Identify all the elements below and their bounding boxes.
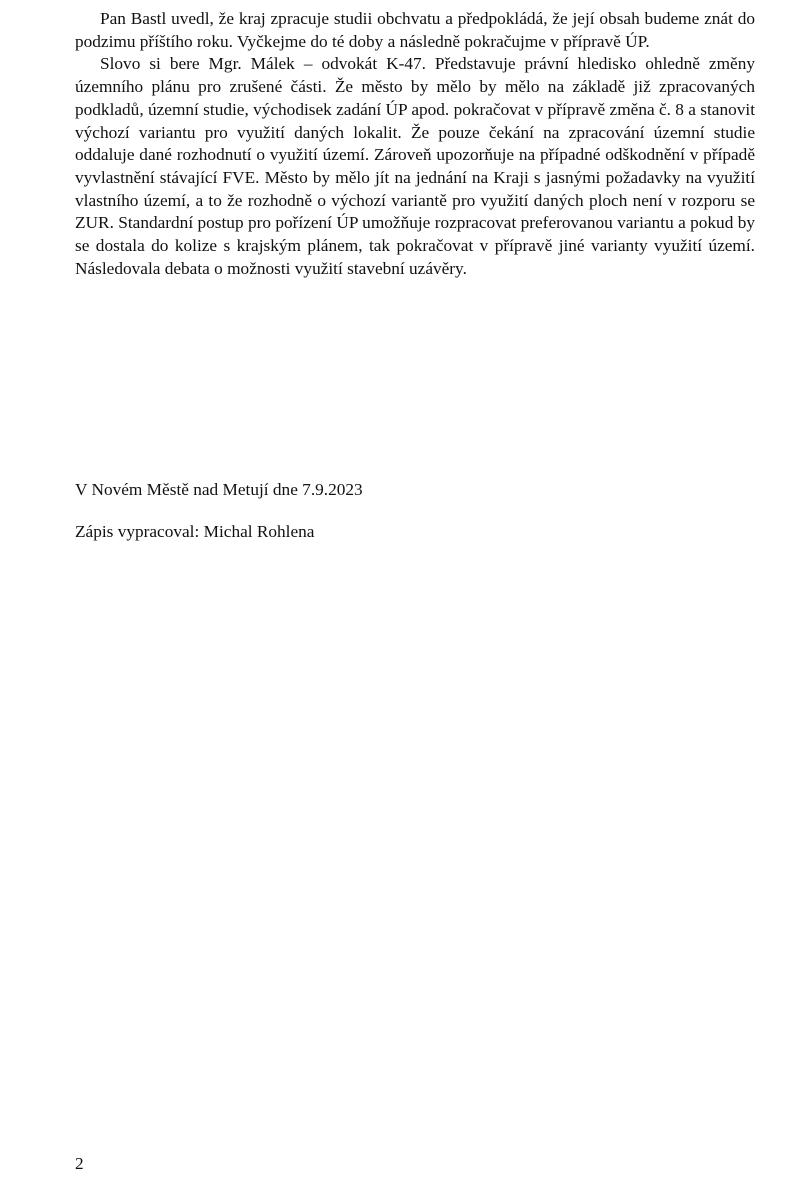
minutes-body — [75, 8, 755, 280]
paragraph-bastl-statement: Pan Bastl uvedl, že kraj zpracuje studii obchvatu a předpokládá, že její obsah budeme znát do podzimu příštího roku. Vyčkejme do té doby a následně pokračujme v přípravě ÚP. — [75, 9, 755, 51]
place-and-date: V Novém Městě nad Metují dne 7.9.2023 — [75, 480, 363, 499]
minutes-author: Zápis vypracoval: Michal Rohlena — [75, 522, 315, 541]
page-number: 2 — [75, 1154, 84, 1173]
paragraph-malek-statement: Slovo si bere Mgr. Málek – odvokát K-47. Představuje právní hledisko ohledně změny územního plánu pro zrušené části. Že město by mělo by mělo na základě již zpracovaných podkladů, územní studie, východisek zadání ÚP apod. pokračovat v přípravě změna č. 8 a stanovit výchozí variantu pro využití daných lokalit. Že pouze čekání na zpracování územní studie oddaluje dané rozhodnutí o využití území. Zároveň upozorňuje na případné odškodnění v případě vyvlastnění stávající FVE. Město by mělo jít na jednání na Kraji s jasnými požadavky na využití vlastního území, a to že rozhodně o výchozí variantě pro využití daných ploch není v rozporu se ZUR. Standardní postup pro pořízení ÚP umožňuje rozpracovat preferovanou variantu a pokud by se dostala do kolize s krajským plánem, tak pokračovat v přípravě jiné varianty využití území. Následovala debata o možnosti využití stavební uzávěry. — [75, 54, 755, 278]
